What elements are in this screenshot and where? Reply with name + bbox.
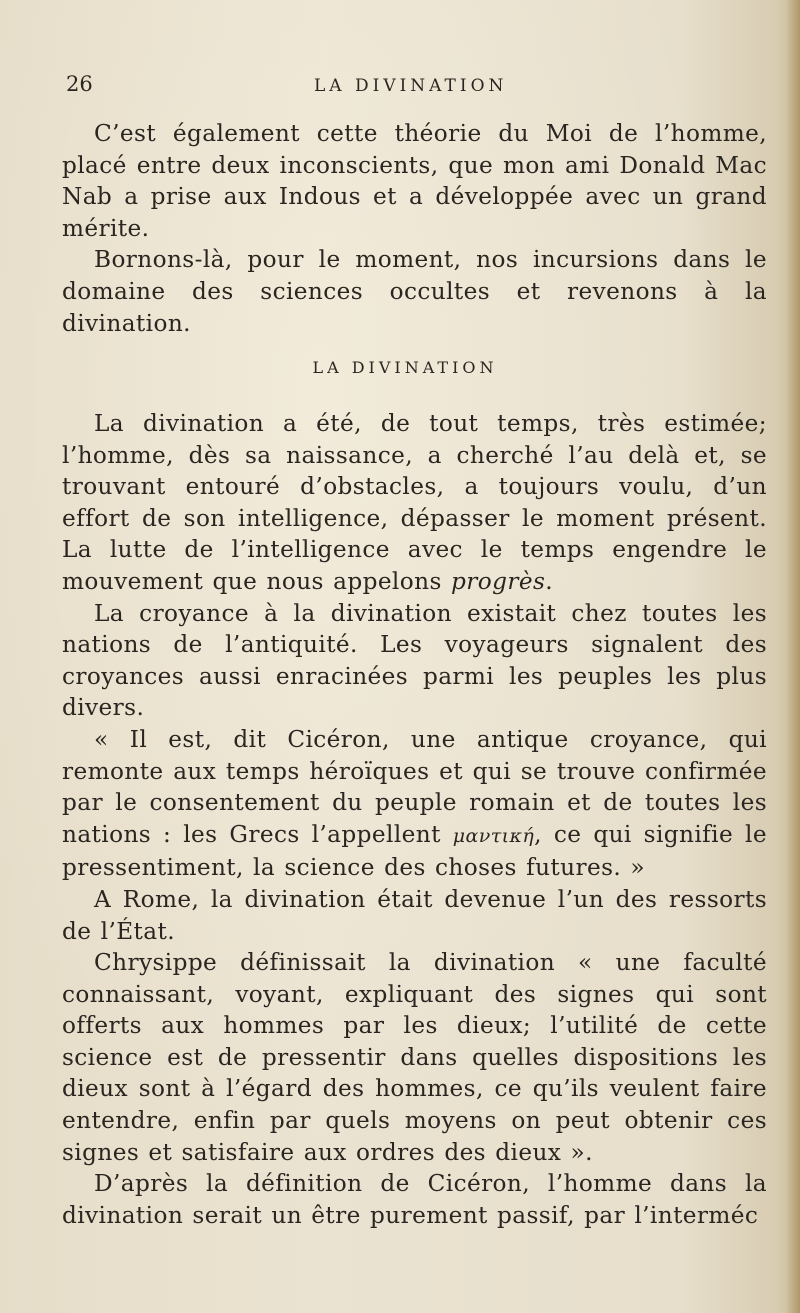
running-header: [66, 72, 766, 102]
paragraph: [62, 724, 767, 884]
greek-word: μαντική: [452, 824, 535, 847]
paragraph: [62, 408, 767, 598]
paragraph: Chrysippe définissait la divination « une faculté connaissant, voyant, expliquant des signes qui sont offerts aux hommes par les dieux; l’utilité de cette science est de pressentir dans quelles dispositions les dieux sont à l’égard des hommes, ce qu’ils veulent faire entendre, enfin par quels moyens on peut obtenir ces signes et satisfaire aux ordres des dieux ».: [62, 949, 767, 1166]
page-edge-shadow: [786, 0, 800, 1313]
paragraph: A Rome, la divination était devenue l’un des ressorts de l’État.: [62, 885, 767, 945]
page-number: 26: [66, 72, 93, 96]
emphasis-word: progrès: [451, 567, 546, 595]
paragraph-text: , ce qui signifie le pressentiment, la science des choses futures. »: [62, 820, 767, 882]
section-text-block: [62, 408, 767, 1231]
paragraph-text: « Il est, dit Cicéron, une antique croyance, qui remonte aux temps héroïques et qui se trouve confirmée par le consentement du peuple romain et de toutes les nations : les Grecs l’appellent: [62, 725, 767, 848]
section-heading: LA DIVINATION: [312, 358, 498, 377]
paragraph-text: La divination a été, de tout temps, très estimée; l’homme, dès sa naissance, a cherché l’au delà et, se trouvant entouré d’obstacles, a toujours voulu, d’un effort de son intelligence, dépasser le moment présent. La lutte de l’intelligence avec le temps engendre le mouvement que nous appelons: [62, 410, 767, 595]
paragraph: D’après la définition de Cicéron, l’homme dans la divination serait un être purement passif, par l’interméc: [62, 1170, 767, 1229]
paragraph: La croyance à la divination existait chez toutes les nations de l’antiquité. Les voyageurs signalent des croyances aussi enracinées parmi les peuples les plus divers.: [62, 599, 767, 722]
paragraph: C’est également cette théorie du Moi de l’homme, placé entre deux inconscients, que mon ami Donald Mac Nab a prise aux Indous et a développée avec un grand mérite.: [62, 120, 767, 242]
paragraph: Bornons-là, pour le moment, nos incursions dans le domaine des sciences occultes et revenons à la divination.: [62, 246, 767, 337]
intro-text-block: [62, 118, 767, 339]
paragraph-text: .: [545, 567, 554, 595]
running-title: LA DIVINATION: [314, 76, 508, 96]
